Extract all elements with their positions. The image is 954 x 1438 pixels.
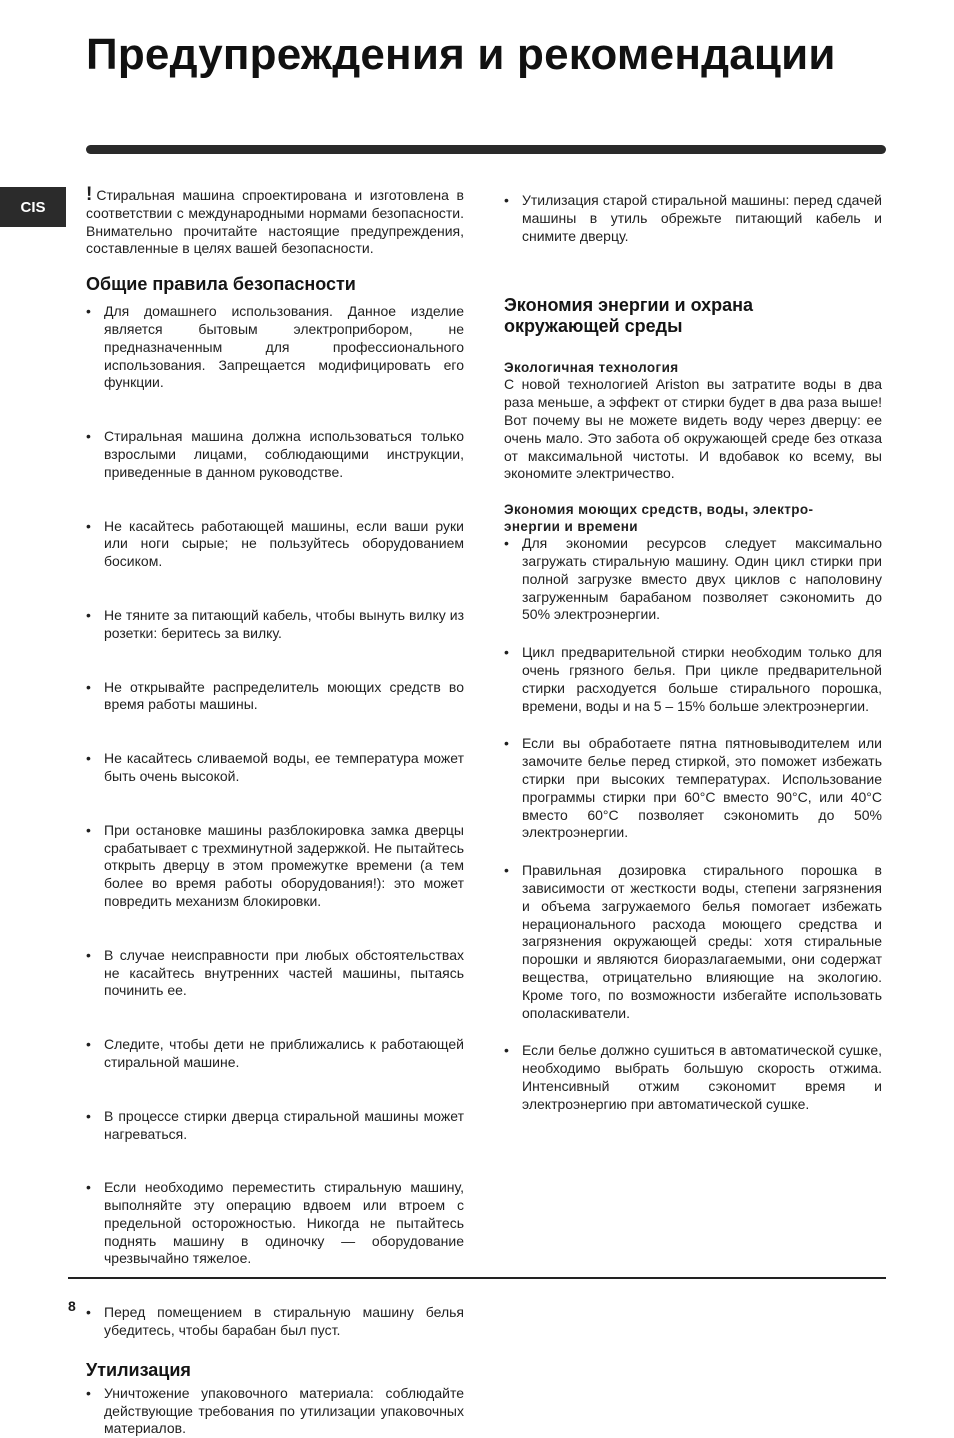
list-item: • Уничтожение упаковочного материала: соблюдайте действующие требования по утилизации упаковочных материалов. <box>86 1385 464 1438</box>
list-item: • Стиральная машина должна использоваться только взрослыми лицами, соблюдающими инструкции, приведенные в данном руководстве. <box>86 428 464 481</box>
footer-rule <box>68 1277 886 1279</box>
list-item: • В случае неисправности при любых обстоятельствах не касайтесь внутренних частей машины, пытаясь починить ее. <box>86 947 464 1000</box>
title-rule <box>86 145 886 154</box>
disposal-heading: Утилизация <box>86 1359 191 1380</box>
disposal-list-right <box>504 192 882 245</box>
list-item: • Следите, чтобы дети не приближались к работающей стиральной машине. <box>86 1036 464 1072</box>
list-item: • В процессе стирки дверца стиральной машины может нагреваться. <box>86 1108 464 1144</box>
page-title: Предупреждения и рекомендации <box>86 30 836 79</box>
eco-subheading: Экологичная технология <box>504 360 679 376</box>
left-column <box>86 186 464 1438</box>
savings-subheading-line1: Экономия моющих средств, воды, электро- <box>504 502 814 518</box>
energy-heading <box>504 295 882 337</box>
language-tab-label: CIS <box>20 198 46 216</box>
list-item: • Если белье должно сушиться в автоматической сушке, необходимо выбрать большую скорость отжима. Интенсивный отжим сэкономит время и электроэнергию при автоматической сушке. <box>504 1042 882 1113</box>
list-item: • Не тяните за питающий кабель, чтобы вынуть вилку из розетки: беритесь за вилку. <box>86 607 464 643</box>
savings-list <box>504 535 882 1113</box>
list-item: • Не открывайте распределитель моющих средств во время работы машины. <box>86 679 464 715</box>
list-item: • Перед помещением в стиральную машину белья убедитесь, чтобы барабан был пуст. <box>86 1304 464 1340</box>
right-column <box>504 192 882 1113</box>
general-safety-list <box>86 303 464 1340</box>
list-item: • Если вы обработаете пятна пятновыводителем или замочите белье перед стиркой, это поможет избежать стирки при высоких температурах. Использование программы стирки при 60°C вместо 90°C, или 40°C вместо 60°C позволяет сэкономить до 50% электроэнергии. <box>504 735 882 842</box>
list-item: • Для домашнего использования. Данное изделие является бытовым электроприбором, не предназначенным для профессионального использования. Запрещается модифицировать его функции. <box>86 303 464 392</box>
general-safety-heading: Общие правила безопасности <box>86 274 356 295</box>
list-item: • Не касайтесь работающей машины, если ваши руки или ноги сырые; не пользуйтесь оборудованием босиком. <box>86 518 464 571</box>
energy-heading-line1: Экономия энергии и охрана <box>504 295 754 316</box>
list-item: • Цикл предварительной стирки необходим только для очень грязного белья. При цикле предварительной стирки расходуется больше стирального порошка, времени, воды и на 5 – 15% больше электроэнергии. <box>504 644 882 715</box>
eco-text: С новой технологией Ariston вы затратите воды в два раза меньше, а эффект от стирки будет в два раза выше! Вот почему вы не можете видеть воду через дверцу: ее очень мало. Это забота об окружающей среде без отказа от максимальной чистоты. И вдобавок ко всему, вы экономите электричество. <box>504 376 882 482</box>
energy-heading-line2: окружающей среды <box>504 316 683 337</box>
list-item: • Правильная дозировка стирального порошка в зависимости от жесткости воды, степени загрязнения и объема загружаемого белья помогает избежать нерационального расхода моющего средства и загрязнения окружающей среды: хотя стиральные порошки и являются биоразлагаемыми, они содержат вещества, отрицательно влияющие на экологию. Кроме того, по возможности избегайте использовать ополаскиватели. <box>504 862 882 1022</box>
warning-icon: ! <box>86 184 93 205</box>
list-item: • При остановке машины разблокировка замка дверцы срабатывает с трехминутной задержкой. Не пытайтесь открыть дверцу в этом промежутке времени (а тем более во время работы оборудования!): это может повредить механизм блокировки. <box>86 822 464 911</box>
page-number: 8 <box>68 1298 76 1314</box>
list-item: • Утилизация старой стиральной машины: перед сдачей машины в утиль обрежьте питающий кабель и снимите дверцу. <box>504 192 882 245</box>
language-tab <box>0 187 66 227</box>
list-item: • Для экономии ресурсов следует максимально загружать стиральную машину. Один цикл стирки при полной загрузке вместо двух циклов с наполовину загруженным барабаном позволяет сэкономить до 50% электроэнергии. <box>504 535 882 624</box>
intro-warning <box>86 186 464 258</box>
list-item: • Если необходимо переместить стиральную машину, выполняйте эту операцию вдвоем или втроем с предельной осторожностью. Никогда не пытайтесь поднять машину в одиночку — оборудование чрезвычайно тяжелое. <box>86 1179 464 1268</box>
intro-text: Стиральная машина спроектирована и изготовлена в соответствии с международными нормами безопасности. Внимательно прочитайте настоящие предупреждения, составленные в целях вашей безопасности. <box>86 187 464 257</box>
savings-subheading <box>504 501 882 535</box>
list-item: • Не касайтесь сливаемой воды, ее температура может быть очень высокой. <box>86 750 464 786</box>
disposal-list-left <box>86 1385 464 1438</box>
savings-subheading-line2: энергии и времени <box>504 519 639 535</box>
